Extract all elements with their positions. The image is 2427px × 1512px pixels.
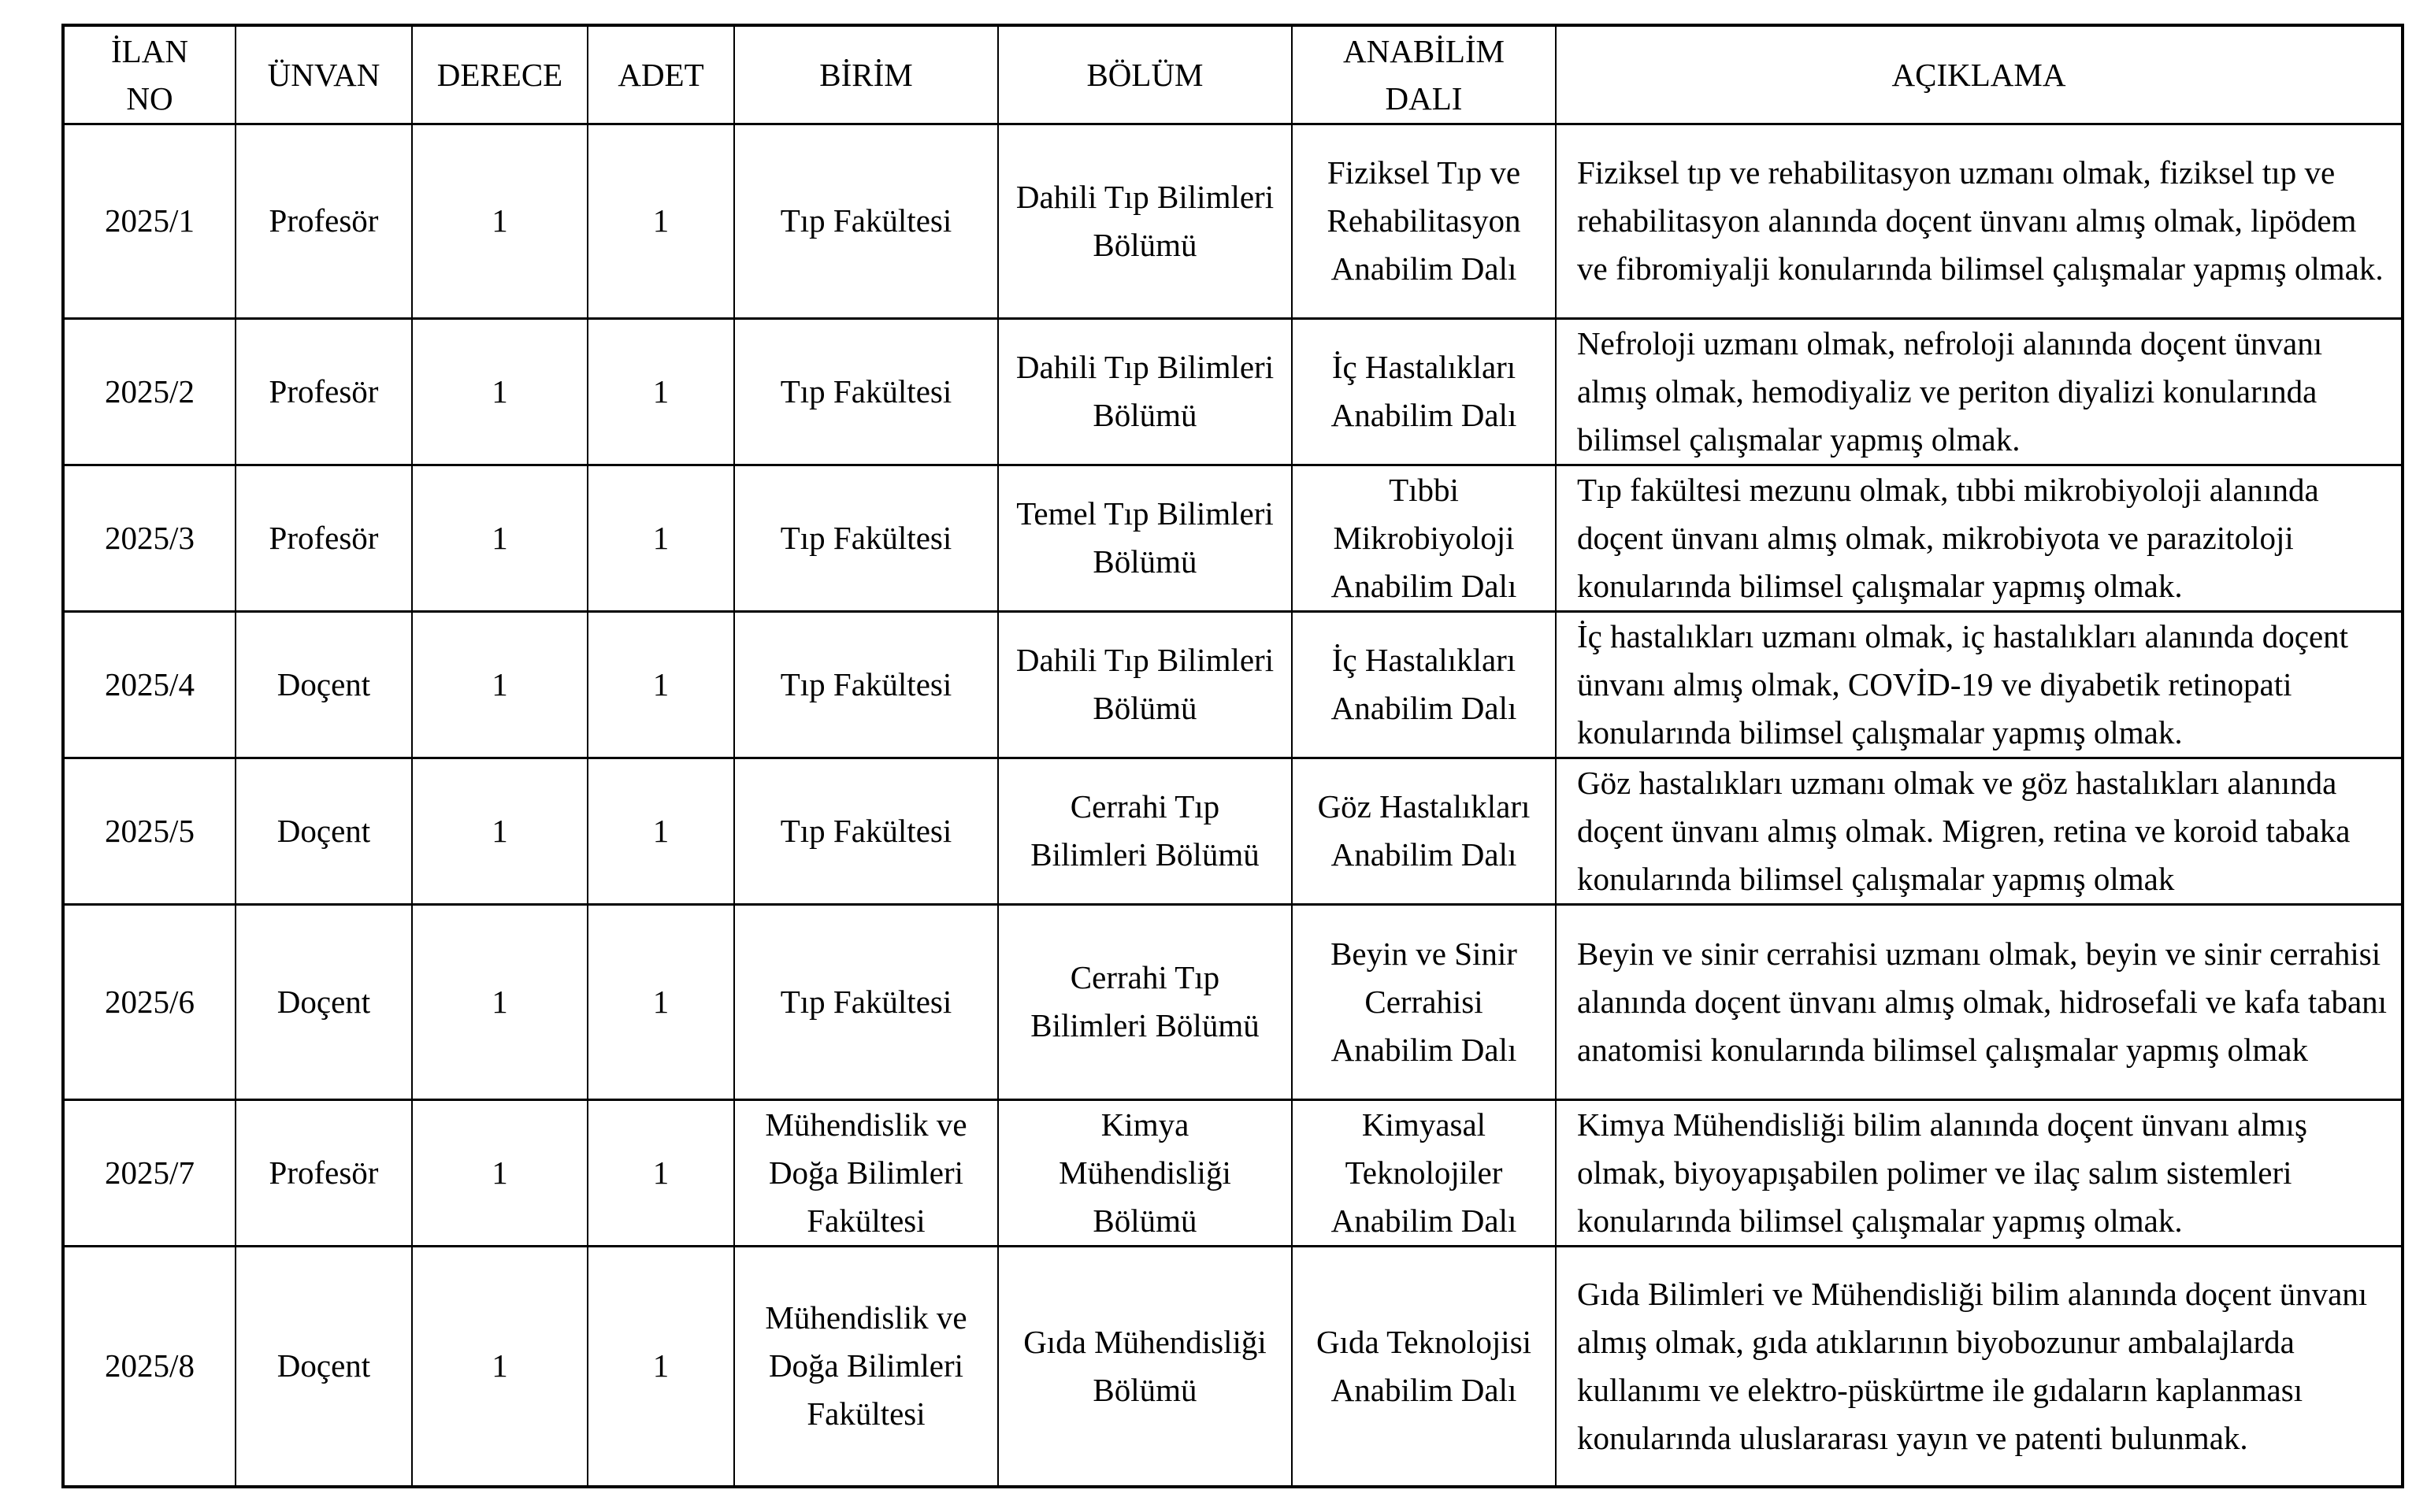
cell-birim-text: Tıp Fakültesi: [780, 372, 952, 410]
cell-anabilim-dali-text: Kimyasal Teknolojiler Anabilim Dalı: [1330, 1106, 1517, 1239]
cell-unvan: Doçent: [236, 758, 412, 904]
cell-anabilim-dali: [1292, 465, 1556, 611]
table-row: [63, 465, 2403, 611]
cell-bolum: [998, 124, 1292, 318]
cell-birim-text: Mühendislik ve Doğa Bilimleri Fakültesi: [765, 1299, 967, 1432]
cell-derece: 1: [412, 1099, 588, 1246]
cell-anabilim-dali-text: İç Hastalıkları Anabilim Dalı: [1330, 349, 1517, 433]
cell-derece: 1: [412, 1246, 588, 1487]
cell-aciklama: Kimya Mühendisliği bilim alanında doçent ünvanı almış olmak, biyoyapışabilen polimer ve ilaç salım sistemleri konularında bilimsel çalışmalar yapmış olmak.: [1556, 1099, 2403, 1246]
cell-anabilim-dali: [1292, 1099, 1556, 1246]
cell-derece: 1: [412, 611, 588, 758]
header-ilan-no-label: İLAN NO: [111, 32, 188, 117]
table-row: [63, 758, 2403, 904]
cell-bolum-text: Cerrahi Tıp Bilimleri Bölümü: [1030, 959, 1260, 1043]
cell-anabilim-dali-text: Tıbbi Mikrobiyoloji Anabilim Dalı: [1330, 471, 1517, 604]
cell-bolum: [998, 611, 1292, 758]
cell-birim-text: Tıp Fakültesi: [780, 665, 952, 702]
cell-unvan: Doçent: [236, 1246, 412, 1487]
cell-adet: 1: [588, 1246, 734, 1487]
cell-birim: [734, 465, 998, 611]
cell-unvan: Profesör: [236, 1099, 412, 1246]
cell-anabilim-dali: [1292, 758, 1556, 904]
cell-birim: [734, 124, 998, 318]
cell-aciklama: Nefroloji uzmanı olmak, nefroloji alanında doçent ünvanı almış olmak, hemodiyaliz ve periton diyalizi konularında bilimsel çalışmalar yapmış olmak.: [1556, 318, 2403, 465]
cell-bolum: [998, 465, 1292, 611]
cell-anabilim-dali-text: İç Hastalıkları Anabilim Dalı: [1330, 642, 1517, 726]
header-derece: DERECE: [412, 25, 588, 124]
cell-aciklama: Gıda Bilimleri ve Mühendisliği bilim alanında doçent ünvanı almış olmak, gıda atıklarının biyobozunur ambalajlarda kullanımı ve elektro-püskürtme ile gıdaların kaplanması konularında uluslararası yayın ve patenti bulunmak.: [1556, 1246, 2403, 1487]
table-row: [63, 318, 2403, 465]
header-adet: ADET: [588, 25, 734, 124]
job-posting-table: [61, 24, 2404, 1488]
cell-derece: 1: [412, 124, 588, 318]
cell-aciklama: Göz hastalıkları uzmanı olmak ve göz hastalıkları alanında doçent ünvanı almış olmak. Migren, retina ve koroid tabaka konularında bilimsel çalışmalar yapmış olmak: [1556, 758, 2403, 904]
cell-anabilim-dali: [1292, 124, 1556, 318]
cell-ilan-no: 2025/8: [63, 1246, 236, 1487]
cell-unvan: Doçent: [236, 611, 412, 758]
cell-adet: 1: [588, 124, 734, 318]
cell-birim: [734, 1099, 998, 1246]
header-birim: BİRİM: [734, 25, 998, 124]
cell-derece: 1: [412, 465, 588, 611]
table-body: [63, 124, 2403, 1487]
table-row: [63, 124, 2403, 318]
cell-birim-text: Tıp Fakültesi: [780, 983, 952, 1020]
cell-anabilim-dali: [1292, 1246, 1556, 1487]
cell-ilan-no: 2025/3: [63, 465, 236, 611]
header-aciklama: AÇIKLAMA: [1556, 25, 2403, 124]
cell-anabilim-dali-text: Göz Hastalıkları Anabilim Dalı: [1317, 788, 1531, 873]
cell-bolum: [998, 1099, 1292, 1246]
header-anabilim-dali: [1292, 25, 1556, 124]
cell-adet: 1: [588, 465, 734, 611]
table-row: [63, 904, 2403, 1099]
table-row: [63, 1099, 2403, 1246]
cell-anabilim-dali: [1292, 318, 1556, 465]
cell-aciklama: Beyin ve sinir cerrahisi uzmanı olmak, beyin ve sinir cerrahisi alanında doçent ünvanı almış olmak, hidrosefali ve kafa tabanı anatomisi konularında bilimsel çalışmalar yapmış olmak: [1556, 904, 2403, 1099]
cell-birim-text: Mühendislik ve Doğa Bilimleri Fakültesi: [765, 1106, 967, 1239]
cell-adet: 1: [588, 904, 734, 1099]
cell-bolum: [998, 904, 1292, 1099]
header-unvan: ÜNVAN: [236, 25, 412, 124]
cell-anabilim-dali-text: Beyin ve Sinir Cerrahisi Anabilim Dalı: [1330, 935, 1517, 1068]
cell-bolum-text: Temel Tıp Bilimleri Bölümü: [1016, 495, 1274, 580]
cell-bolum-text: Dahili Tıp Bilimleri Bölümü: [1015, 178, 1275, 263]
cell-unvan: Doçent: [236, 904, 412, 1099]
table-row: [63, 611, 2403, 758]
cell-ilan-no: 2025/7: [63, 1099, 236, 1246]
cell-birim: [734, 318, 998, 465]
cell-ilan-no: 2025/2: [63, 318, 236, 465]
cell-ilan-no: 2025/5: [63, 758, 236, 904]
cell-birim-text: Tıp Fakültesi: [780, 202, 952, 239]
cell-derece: 1: [412, 758, 588, 904]
header-ilan-no: [63, 25, 236, 124]
cell-aciklama: İç hastalıkları uzmanı olmak, iç hastalıkları alanında doçent ünvanı almış olmak, COVİD-19 ve diyabetik retinopati konularında bilimsel çalışmalar yapmış olmak.: [1556, 611, 2403, 758]
cell-bolum: [998, 1246, 1292, 1487]
cell-bolum: [998, 758, 1292, 904]
cell-birim: [734, 1246, 998, 1487]
cell-ilan-no: 2025/4: [63, 611, 236, 758]
cell-adet: 1: [588, 758, 734, 904]
table-header: [63, 25, 2403, 124]
cell-ilan-no: 2025/1: [63, 124, 236, 318]
cell-bolum-text: Kimya Mühendisliği Bölümü: [1059, 1106, 1231, 1239]
header-row: [63, 25, 2403, 124]
cell-birim: [734, 758, 998, 904]
cell-unvan: Profesör: [236, 465, 412, 611]
cell-bolum-text: Dahili Tıp Bilimleri Bölümü: [1015, 349, 1275, 433]
cell-birim: [734, 611, 998, 758]
header-anabilim-dali-label: ANABİLİM DALI: [1343, 32, 1505, 117]
cell-anabilim-dali-text: Fiziksel Tıp ve Rehabilitasyon Anabilim Dalı: [1327, 154, 1521, 287]
cell-bolum-text: Cerrahi Tıp Bilimleri Bölümü: [1030, 788, 1260, 873]
cell-aciklama: Tıp fakültesi mezunu olmak, tıbbi mikrobiyoloji alanında doçent ünvanı almış olmak, mikrobiyota ve parazitoloji konularında bilimsel çalışmalar yapmış olmak.: [1556, 465, 2403, 611]
cell-anabilim-dali: [1292, 904, 1556, 1099]
cell-bolum: [998, 318, 1292, 465]
header-bolum: BÖLÜM: [998, 25, 1292, 124]
cell-bolum-text: Dahili Tıp Bilimleri Bölümü: [1015, 642, 1275, 726]
cell-ilan-no: 2025/6: [63, 904, 236, 1099]
cell-birim-text: Tıp Fakültesi: [780, 519, 952, 556]
table-row: [63, 1246, 2403, 1487]
cell-unvan: Profesör: [236, 124, 412, 318]
cell-adet: 1: [588, 1099, 734, 1246]
cell-derece: 1: [412, 318, 588, 465]
cell-aciklama: Fiziksel tıp ve rehabilitasyon uzmanı olmak, fiziksel tıp ve rehabilitasyon alanında doçent ünvanı almış olmak, lipödem ve fibromiyalji konularında bilimsel çalışmalar yapmış olmak.: [1556, 124, 2403, 318]
cell-derece: 1: [412, 904, 588, 1099]
cell-birim-text: Tıp Fakültesi: [780, 812, 952, 849]
cell-bolum-text: Gıda Mühendisliği Bölümü: [1023, 1323, 1267, 1408]
cell-unvan: Profesör: [236, 318, 412, 465]
cell-anabilim-dali-text: Gıda Teknolojisi Anabilim Dalı: [1316, 1323, 1532, 1408]
cell-adet: 1: [588, 611, 734, 758]
cell-birim: [734, 904, 998, 1099]
cell-adet: 1: [588, 318, 734, 465]
cell-anabilim-dali: [1292, 611, 1556, 758]
